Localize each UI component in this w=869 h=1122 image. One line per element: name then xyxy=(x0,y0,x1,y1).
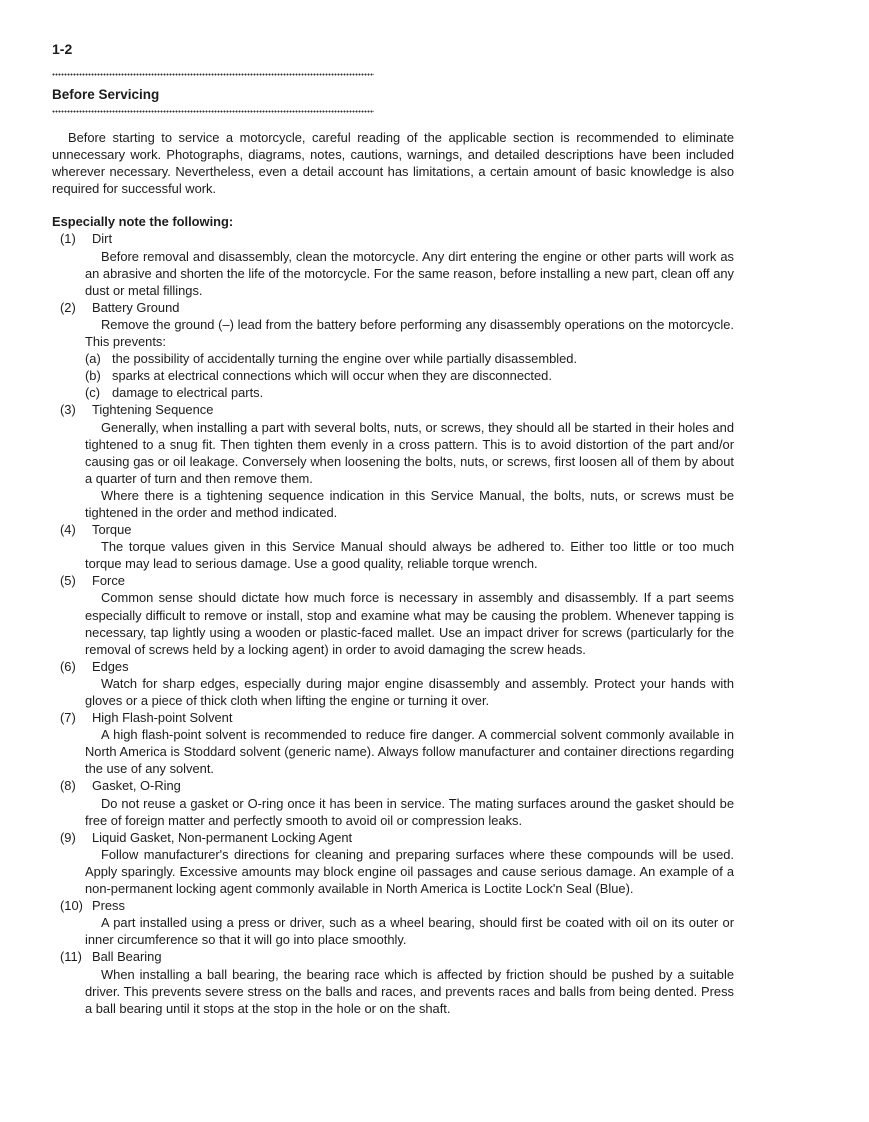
sub-list-key: (c) xyxy=(85,385,101,401)
note-item-paragraph: Watch for sharp edges, especially during major engine disassembly and assembly. Protect your hands with gloves or a piece of thick cloth when lifting the engine or turning it over. xyxy=(85,675,734,708)
note-item-paragraph: Where there is a tightening sequence indication in this Service Manual, the bolts, nuts, or screws must be tightened in the order and method indicated. xyxy=(85,487,734,520)
note-item-heading xyxy=(52,829,734,846)
note-item xyxy=(52,521,734,572)
notes-list xyxy=(52,230,734,1016)
note-item-heading xyxy=(52,230,734,247)
note-item-number: (3) xyxy=(60,402,76,418)
note-item-paragraph: The torque values given in this Service Manual should always be adhered to. Either too little or too much torque may lead to serious damage. Use a good quality, reliable torque wrench. xyxy=(85,539,734,572)
note-item xyxy=(52,777,734,828)
body-content xyxy=(52,129,734,1017)
note-item-title: Liquid Gasket, Non-permanent Locking Agent xyxy=(92,829,353,845)
note-item-title: Ball Bearing xyxy=(92,949,162,965)
note-item-paragraph: A part installed using a press or driver, such as a wheel bearing, should first be coated with oil on its outer or inner circumference so that it will go into place smoothly. xyxy=(85,915,734,948)
sub-list-text: sparks at electrical connections which will occur when they are disconnected. xyxy=(112,368,552,384)
note-item-paragraph: Follow manufacturer's directions for cleaning and preparing surfaces where these compounds will be used. Apply sparingly. Excessive amounts may block engine oil passages and cause serious damage. An example of a non-permanent locking agent commonly available in North America is Loctite Lock'n Seal (Blue). xyxy=(85,846,734,897)
note-item-title: Dirt xyxy=(92,231,113,247)
note-item-number: (7) xyxy=(60,710,76,726)
note-item-heading xyxy=(52,401,734,418)
note-item xyxy=(52,897,734,948)
note-item-paragraph: Common sense should dictate how much force is necessary in assembly and disassembly. If a part seems especially difficult to remove or install, stop and examine what may be causing the problem. Whenever tapping is necessary, tap lightly using a wooden or plastic-faced mallet. Use an impact driver for screws (particularly for the removal of screws held by a locking agent) in order to avoid damaging the screw heads. xyxy=(85,590,734,657)
note-item-number: (9) xyxy=(60,829,76,845)
note-item xyxy=(52,948,734,1016)
note-item-title: Force xyxy=(92,573,125,589)
sub-list-key: (b) xyxy=(85,368,101,384)
note-item-number: (5) xyxy=(60,573,76,589)
note-item-number: (8) xyxy=(60,778,76,794)
section-title: Before Servicing xyxy=(52,87,160,102)
sub-list-item xyxy=(85,367,734,384)
note-item xyxy=(52,658,734,709)
note-item xyxy=(52,829,734,897)
note-item-title: Tightening Sequence xyxy=(92,402,214,418)
note-item-heading xyxy=(52,777,734,794)
note-item-number: (2) xyxy=(60,299,76,315)
note-item-title: Edges xyxy=(92,658,129,674)
note-item xyxy=(52,299,734,402)
note-item-title: Battery Ground xyxy=(92,299,180,315)
page-number: 1-2 xyxy=(52,41,73,57)
dotted-rule-top xyxy=(52,73,374,76)
note-item-paragraph: When installing a ball bearing, the bearing race which is affected by friction should be pushed by a suitable driver. This prevents severe stress on the balls and races, and prevents races and balls from being dented. Press a ball bearing until it stops at the stop in the hole or on the shaft. xyxy=(85,966,734,1016)
note-item-number: (1) xyxy=(60,231,76,247)
note-item-heading xyxy=(52,897,734,914)
sub-list-key: (a) xyxy=(85,351,101,367)
note-item-paragraph: Generally, when installing a part with several bolts, nuts, or screws, they should all be started in their holes and tightened to a snug fit. Then tighten them evenly in a cross pattern. This is to avoid distortion of the part and/or causing gas or oil leakage. Conversely when loosening the bolts, nuts, or screws, first loosen all of them by about a quarter of turn and then remove them. xyxy=(85,419,734,486)
note-item-paragraph: Do not reuse a gasket or O-ring once it has been in service. The mating surfaces around the gasket should be free of foreign matter and perfectly smooth to avoid oil or compression leaks. xyxy=(85,795,734,828)
note-item-heading xyxy=(52,521,734,538)
note-item-heading xyxy=(52,572,734,589)
note-item-title: Press xyxy=(92,898,125,914)
note-item xyxy=(52,401,734,521)
note-item-heading xyxy=(52,709,734,726)
note-item-paragraph: Before removal and disassembly, clean the motorcycle. Any dirt entering the engine or other parts will work as an abrasive and shorten the life of the motorcycle. For the same reason, before installing a new part, clean off any dust or metal fillings. xyxy=(85,248,734,298)
note-item xyxy=(52,572,734,657)
note-item-heading xyxy=(52,948,734,965)
note-item-title: Gasket, O-Ring xyxy=(92,778,181,794)
note-item-paragraph: A high flash-point solvent is recommended to reduce fire danger. A commercial solvent commonly available in North America is Stoddard solvent (generic name). Always follow manufacturer and container directions regarding the use of any solvent. xyxy=(85,727,734,777)
note-item xyxy=(52,709,734,777)
note-item xyxy=(52,230,734,298)
note-item-heading xyxy=(52,658,734,675)
note-item-number: (4) xyxy=(60,522,76,538)
note-item-title: Torque xyxy=(92,522,132,538)
sub-list-item xyxy=(85,350,734,367)
sub-list-text: the possibility of accidentally turning the engine over while partially disassembled. xyxy=(112,351,578,367)
note-item-paragraph: Remove the ground (–) lead from the battery before performing any disassembly operations on the motorcycle. This prevents: xyxy=(85,316,734,350)
sub-list-item xyxy=(85,384,734,401)
sub-list-text: damage to electrical parts. xyxy=(112,385,264,401)
note-item-number: (6) xyxy=(60,658,76,674)
note-item-number: (11) xyxy=(60,949,82,965)
note-item-heading xyxy=(52,299,734,316)
note-heading: Especially note the following: xyxy=(52,214,234,230)
intro-paragraph: Before starting to service a motorcycle, careful reading of the applicable section is recommended to eliminate unnecessary work. Photographs, diagrams, notes, cautions, warnings, and detailed descriptions have been included wherever necessary. Nevertheless, even a detail account has limitations, a certain amount of basic knowledge is also required for successful work. xyxy=(52,130,734,197)
dotted-rule-bottom xyxy=(52,110,374,113)
note-item-number: (10) xyxy=(60,898,83,914)
note-item-title: High Flash-point Solvent xyxy=(92,710,233,726)
